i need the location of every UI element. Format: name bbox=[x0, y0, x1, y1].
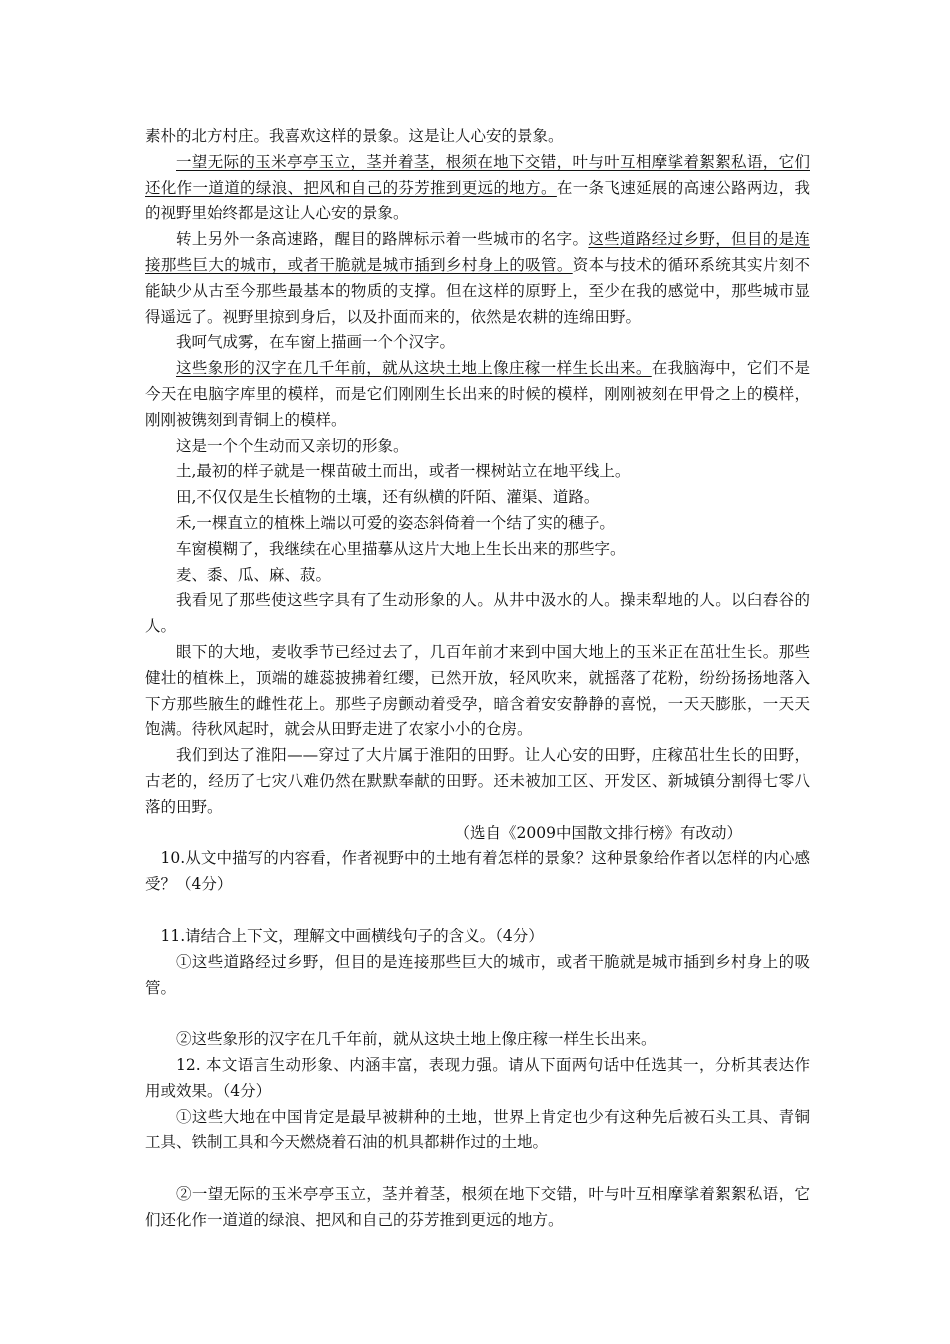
answer-space bbox=[145, 1001, 810, 1027]
question-11-item-1: ①这些道路经过乡野，但目的是连接那些巨大的城市，或者干脆就是城市插到乡村身上的吸管。 bbox=[145, 952, 810, 997]
passage-paragraph-4: 我呵气成雾，在车窗上描画一个个汉字。 bbox=[176, 333, 456, 352]
question-11: 11.请结合上下文，理解文中画横线句子的含义。（4分） bbox=[160, 926, 544, 945]
passage-text: 资本与技术的循环系统其实片刻不能缺少从古至今那些最基本的物质的支撑。但在这样的原野上，至少在我的感觉中，那些城市显得遥远了。视野里掠到身后，以及扑面而来的，依然是农耕的连绵田野。 bbox=[145, 255, 810, 326]
passage-paragraph-14: 我们到达了淮阳——穿过了大片属于淮阳的田野。让人心安的田野，庄稼茁壮生长的田野，古老的，经历了七灾八难仍然在默默奉献的田野。还未被加工区、开发区、新城镇分割得七零八落的田野。 bbox=[145, 746, 810, 816]
question-10: 10.从文中描写的内容看，作者视野中的土地有着怎样的景象？这种景象给作者以怎样的内心感受？（4分） bbox=[145, 849, 810, 894]
passage-text: 在一条飞速延展的高速公路两边，我的视野里始终都是这让人心安的景象。 bbox=[145, 178, 810, 223]
passage-paragraph-12: 我看见了那些使这些字具有了生动形象的人。从井中汲水的人。操耒犁地的人。以臼舂谷的人。 bbox=[145, 591, 810, 636]
source-citation: （选自《2009中国散文排行榜》有改动） bbox=[454, 823, 742, 842]
passage-paragraph-9: 禾,一棵直立的植株上端以可爱的姿态斜倚着一个结了实的穗子。 bbox=[176, 513, 615, 532]
underlined-sentence-roads: 这些道路经过乡野，但目的是连接那些巨大的城市，或者干脆就是城市插到乡村身上的吸管。 bbox=[145, 230, 810, 274]
passage-paragraph-8: 田,不仅仅是生长植物的土壤，还有纵横的阡陌、灌渠、道路。 bbox=[176, 488, 600, 507]
passage-paragraph-10: 车窗模糊了，我继续在心里描摹从这片大地上生长出来的那些字。 bbox=[176, 539, 626, 558]
passage-text: 转上另外一条高速路，醒目的路牌标示着一些城市的名字。 bbox=[176, 230, 589, 249]
exam-page bbox=[145, 124, 810, 1234]
passage-paragraph-1: 素朴的北方村庄。我喜欢这样的景象。这是让人心安的景象。 bbox=[145, 127, 564, 145]
passage-paragraph-5 bbox=[145, 356, 810, 433]
question-12-item-1: ①这些大地在中国肯定是最早被耕种的土地，世界上肯定也少有这种先后被石头工具、青铜工具、铁制工具和今天燃烧着石油的机具都耕作过的土地。 bbox=[145, 1107, 810, 1152]
passage-paragraph-3 bbox=[145, 227, 810, 330]
underlined-sentence-characters: 这些象形的汉字在几千年前，就从这块土地上像庄稼一样生长出来。 bbox=[176, 359, 652, 378]
underlined-sentence-cornfield: 一望无际的玉米亭亭玉立，茎并着茎，根须在地下交错，叶与叶互相摩挲着絮絮私语，它们还化作一道道的绿浪、把风和自己的芬芳推到更远的地方。 bbox=[145, 152, 810, 197]
question-11-item-2: ②这些象形的汉字在几千年前，就从这块土地上像庄稼一样生长出来。 bbox=[176, 1030, 657, 1049]
passage-text: 在我脑海中，它们不是今天在电脑字库里的模样，而是它们刚刚生长出来的时候的模样，刚刚被刻在甲骨之上的模样，刚刚被镌刻到青铜上的模样。 bbox=[145, 359, 810, 429]
passage-paragraph-6: 这是一个个生动而又亲切的形象。 bbox=[176, 436, 409, 455]
passage-paragraph-13: 眼下的大地，麦收季节已经过去了，几百年前才来到中国大地上的玉米正在茁壮生长。那些健壮的植株上，顶端的雄蕊披拂着红缨，已然开放，轻风吹来，就摇落了花粉，纷纷扬扬地落入下方那些腋生的雌性花上。那些子房颤动着受孕，暗含着安安静静的喜悦，一天天膨胀，一天天饱满。待秋风起时，就会从田野走进了农家小小的仓房。 bbox=[145, 642, 810, 739]
question-12: 12. 本文语言生动形象、内涵丰富，表现力强。请从下面两句话中任选其一，分析其表达作用或效果。（4分） bbox=[145, 1056, 810, 1100]
passage-paragraph-11: 麦、黍、瓜、麻、菽。 bbox=[176, 565, 332, 584]
passage-paragraph-2 bbox=[145, 150, 810, 227]
answer-space bbox=[145, 1156, 810, 1182]
passage-paragraph-7: 土,最初的样子就是一棵苗破土而出，或者一棵树站立在地平线上。 bbox=[176, 462, 631, 481]
answer-space bbox=[145, 898, 810, 924]
question-12-item-2: ②一望无际的玉米亭亭玉立，茎并着茎，根须在地下交错，叶与叶互相摩挲着絮絮私语，它们还化作一道道的绿浪、把风和自己的芬芳推到更远的地方。 bbox=[145, 1185, 810, 1230]
